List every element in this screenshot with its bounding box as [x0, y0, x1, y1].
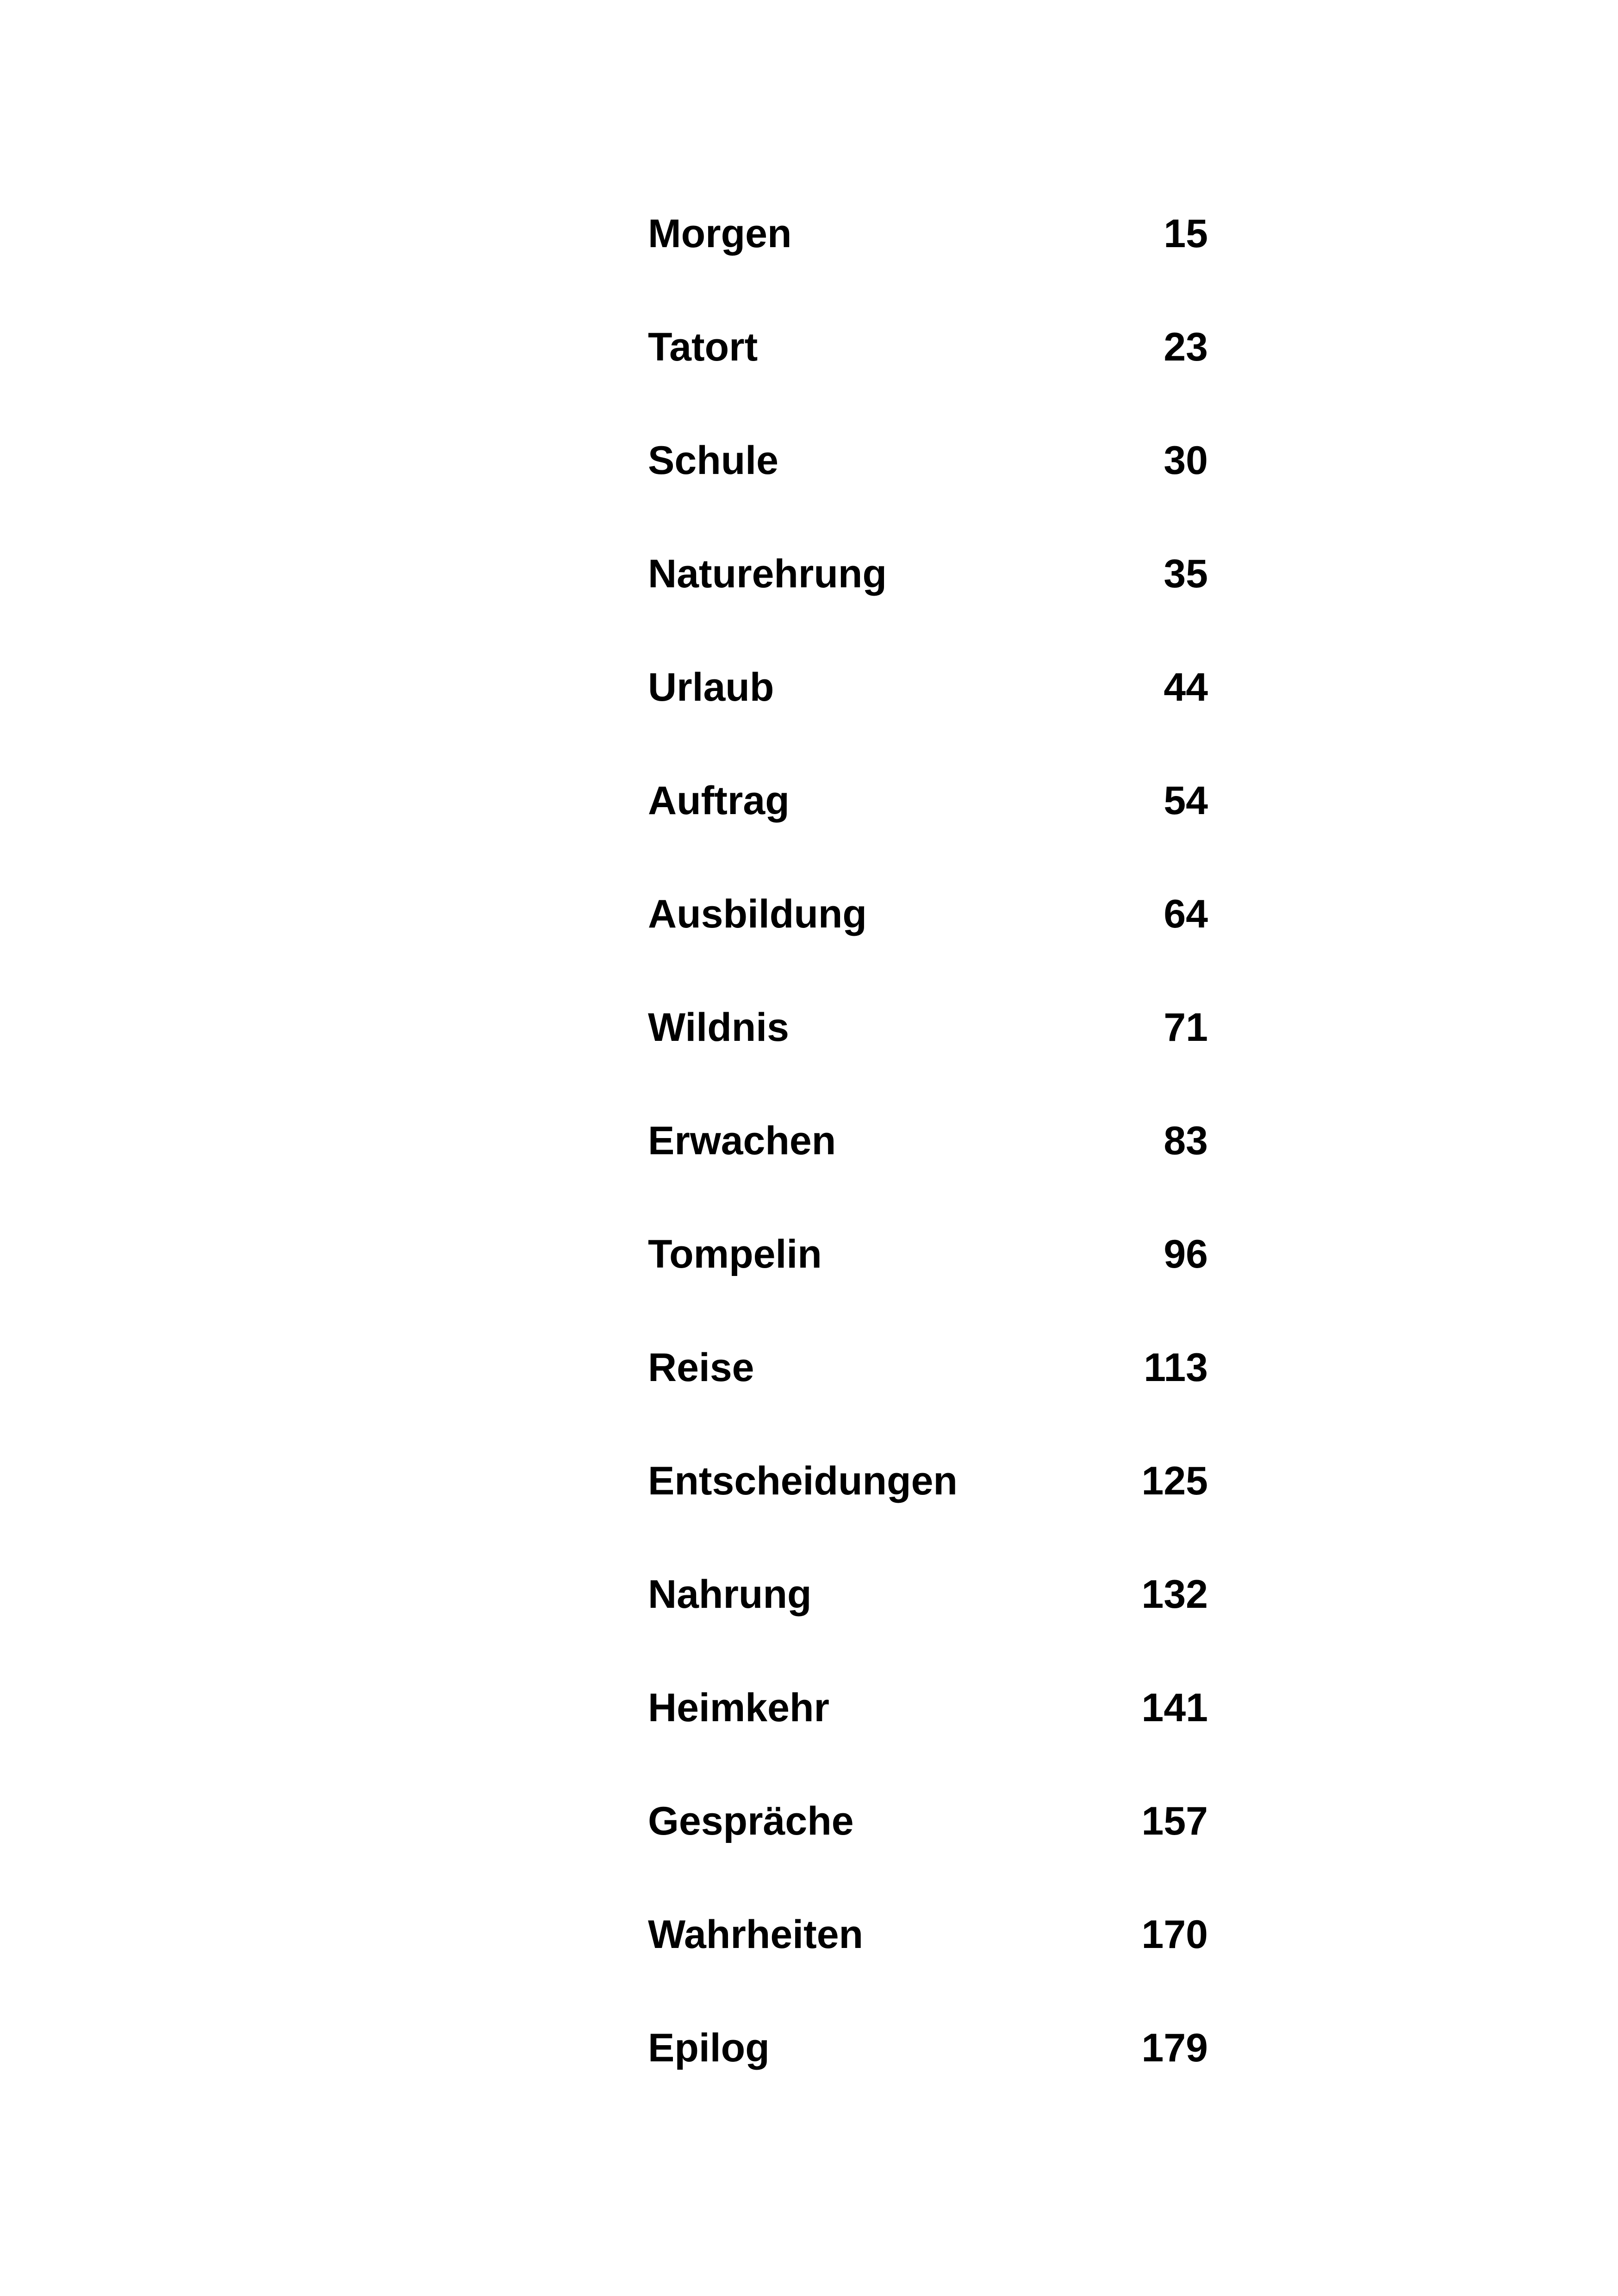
toc-entry-page: 113 — [1144, 1345, 1208, 1390]
toc-entry-page: 71 — [1164, 1005, 1208, 1050]
toc-entry — [648, 315, 1208, 380]
toc-entry — [648, 995, 1208, 1060]
toc-entry-title: Erwachen — [648, 1119, 836, 1163]
toc-entry-page: 170 — [1141, 1912, 1208, 1957]
table-of-contents — [648, 0, 1208, 2296]
toc-entry — [648, 541, 1208, 606]
toc-entry-title: Wahrheiten — [648, 1912, 864, 1957]
toc-entry-page: 30 — [1164, 438, 1208, 483]
toc-entry-page: 125 — [1141, 1459, 1208, 1503]
toc-entry-page: 141 — [1141, 1686, 1208, 1730]
toc-entry-title: Wildnis — [648, 1005, 789, 1050]
toc-entry-page: 35 — [1164, 552, 1208, 596]
toc-entry-title: Tompelin — [648, 1232, 822, 1276]
toc-entry-page: 64 — [1164, 892, 1208, 936]
toc-entry — [648, 2016, 1208, 2080]
toc-entry — [648, 768, 1208, 833]
toc-entry-page: 83 — [1164, 1119, 1208, 1163]
toc-entry-title: Entscheidungen — [648, 1459, 958, 1503]
toc-entry — [648, 655, 1208, 720]
toc-entry-title: Urlaub — [648, 665, 774, 709]
toc-entry-title: Schule — [648, 438, 778, 483]
toc-entry-title: Morgen — [648, 212, 792, 256]
toc-entry-title: Nahrung — [648, 1572, 812, 1617]
toc-entry — [648, 1789, 1208, 1854]
toc-entry — [648, 1108, 1208, 1173]
toc-entry-title: Epilog — [648, 2026, 770, 2070]
toc-entry-title: Auftrag — [648, 778, 790, 823]
toc-entry — [648, 201, 1208, 266]
toc-entry-page: 96 — [1164, 1232, 1208, 1276]
toc-entry-page: 15 — [1164, 212, 1208, 256]
toc-entry-title: Ausbildung — [648, 892, 867, 936]
toc-entry — [648, 428, 1208, 493]
toc-entry — [648, 1902, 1208, 1967]
toc-entry-page: 54 — [1164, 778, 1208, 823]
toc-entry — [648, 882, 1208, 946]
toc-entry-page: 132 — [1141, 1572, 1208, 1617]
toc-entry — [648, 1222, 1208, 1287]
toc-entry-page: 23 — [1164, 325, 1208, 369]
toc-entry-page: 44 — [1164, 665, 1208, 709]
toc-entry-title: Naturehrung — [648, 552, 887, 596]
toc-entry-page: 179 — [1141, 2026, 1208, 2070]
toc-entry-title: Reise — [648, 1345, 754, 1390]
toc-entry-title: Tatort — [648, 325, 758, 369]
toc-entry — [648, 1335, 1208, 1400]
toc-entry-title: Heimkehr — [648, 1686, 829, 1730]
toc-entry — [648, 1675, 1208, 1740]
toc-entry-title: Gespräche — [648, 1799, 854, 1843]
toc-entry-page: 157 — [1141, 1799, 1208, 1843]
toc-entry — [648, 1562, 1208, 1627]
toc-entry — [648, 1449, 1208, 1513]
